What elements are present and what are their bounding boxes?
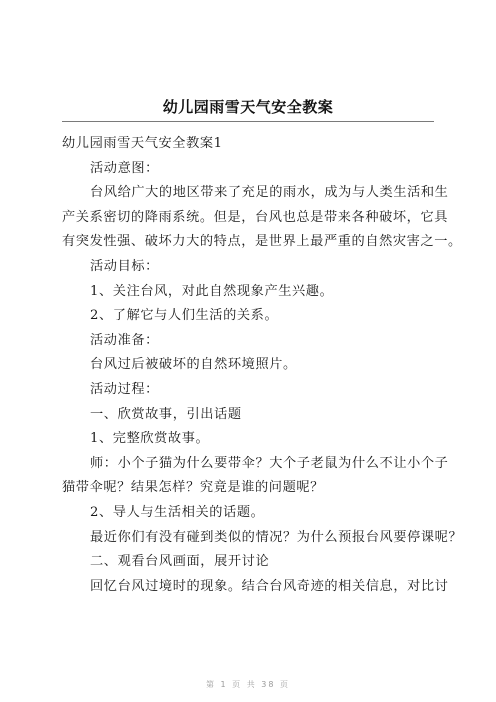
document-title: 幼儿园雨雪天气安全教案 <box>162 98 334 116</box>
paragraph-label: 活动意图： <box>90 160 159 176</box>
paragraph-label: 活动目标： <box>90 258 159 274</box>
paragraph-line: 台风给广大的地区带来了充足的雨水，成为与人类生活和生 <box>90 185 449 201</box>
paragraph-label: 活动准备： <box>90 332 159 348</box>
paragraph-line: 师：小个子猫为什么要带伞？大个子老鼠为什么不让小个子 <box>90 455 449 471</box>
page-footer: 第 1 页 共 38 页 <box>206 680 290 689</box>
list-item: 1、关注台风，对此自然现象产生兴趣。 <box>90 283 334 299</box>
paragraph-label: 活动过程： <box>90 381 159 397</box>
title-divider <box>62 121 434 122</box>
list-item: 二、观看台风画面，展开讨论 <box>90 554 270 570</box>
paragraph-line: 猫带伞呢？结果怎样？究竟是谁的问题呢？ <box>62 480 324 496</box>
paragraph-line: 有突发性强、破坏力大的特点，是世界上最严重的自然灾害之一。 <box>62 234 462 250</box>
paragraph-line: 产关系密切的降雨系统。但是，台风也总是带来各种破坏，它具 <box>62 209 449 225</box>
list-item: 2、导人与生活相关的话题。 <box>90 504 265 520</box>
paragraph: 最近你们有没有碰到类似的情况？为什么预报台风要停课呢？ <box>90 529 463 545</box>
section-heading: 幼儿园雨雪天气安全教案1 <box>62 136 223 151</box>
list-item: 一、欣赏故事，引出话题 <box>90 406 242 422</box>
list-item: 1、完整欣赏故事。 <box>90 431 210 447</box>
paragraph: 回忆台风过境时的现象。结合台风奇迹的相关信息，对比讨 <box>90 578 449 594</box>
paragraph: 台风过后被破坏的自然环境照片。 <box>90 357 297 373</box>
list-item: 2、了解它与人们生活的关系。 <box>90 308 279 324</box>
document-body <box>62 132 463 599</box>
